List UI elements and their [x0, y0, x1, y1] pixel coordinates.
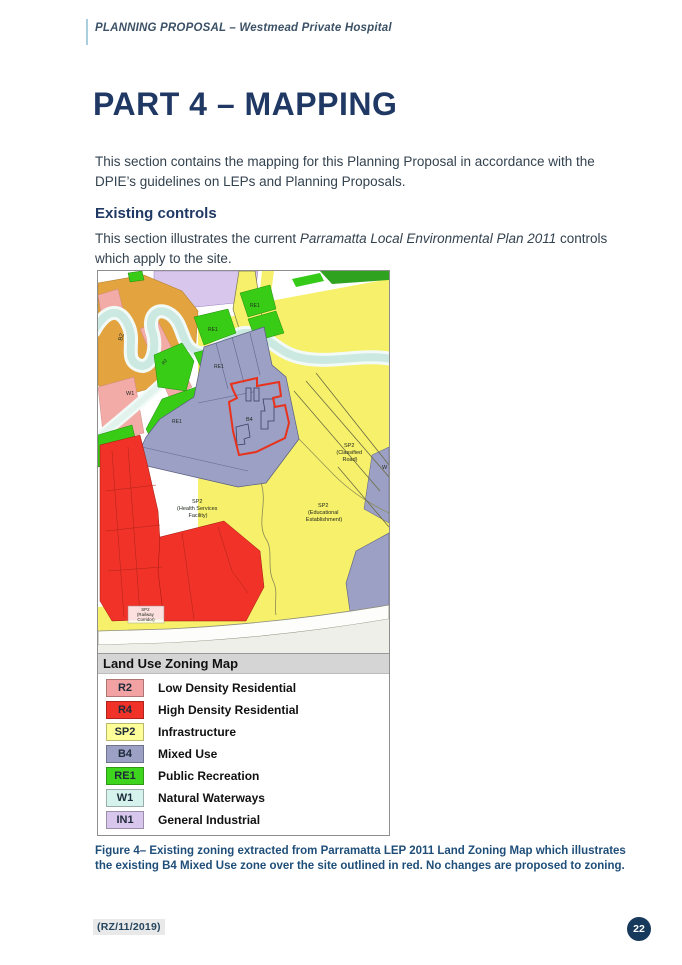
legend-zone-code: B4: [117, 748, 133, 760]
legend-swatch: [106, 745, 144, 763]
legend-zone-label: Natural Waterways: [158, 791, 265, 805]
legend-swatch: [106, 811, 144, 829]
section-text-pre: This section illustrates the current: [95, 231, 300, 246]
map-label-re1-d: RE1: [172, 419, 182, 425]
map-label-re1-c: RE1: [214, 364, 224, 370]
header-accent-rule: [86, 19, 88, 45]
legend-zone-code: W1: [116, 792, 134, 804]
legend-zone-label: Infrastructure: [158, 725, 237, 739]
legend-swatch: [106, 767, 144, 785]
legend-zone-label: Public Recreation: [158, 769, 260, 783]
legend-row: [98, 787, 389, 809]
plan-name-italic: Parramatta Local Environmental Plan 2011: [299, 231, 557, 246]
figure-caption: Figure 4– Existing zoning extracted from Parramatta LEP 2011 Land Zoning Map which illustrates the existing B4 Mixed Use zone over the site outlined in red. No changes are proposed to zoning.: [95, 845, 626, 872]
legend-swatch: [106, 789, 144, 807]
legend-title: Land Use Zoning Map: [98, 653, 389, 674]
legend-row: [98, 721, 389, 743]
legend-row: [98, 677, 389, 699]
map-label-sp2-railway: SP2 (Railway Corridor): [136, 607, 155, 622]
legend-zone-label: Mixed Use: [158, 747, 218, 761]
map-label-w-partial: W: [382, 465, 388, 471]
legend-zone-code: SP2: [114, 726, 136, 738]
map-label-re1-b: RE1: [250, 303, 260, 309]
map-label-sp2-educational: SP2 (Educational Establishment): [305, 503, 343, 523]
header-title: PLANNING PROPOSAL – Westmead Private Hospital: [95, 22, 392, 34]
legend-swatch: [106, 679, 144, 697]
map-label-sp2-classified: SP2 (Classified Road): [336, 443, 363, 463]
map-label-r2: R2: [160, 357, 169, 366]
map-label-sp2-health: SP2 (Health Services Facility): [177, 499, 218, 519]
page-header: [95, 22, 392, 34]
section-text-post: controls which apply to the site.: [95, 231, 608, 266]
section-paragraph: [95, 229, 617, 269]
zoning-map-figure: [97, 270, 390, 836]
map-label-b2: B2: [118, 332, 126, 342]
legend-zone-code: RE1: [114, 770, 136, 782]
legend-swatch: [106, 723, 144, 741]
page-number-badge: 22: [627, 917, 651, 941]
legend-row: [98, 743, 389, 765]
legend-zone-label: General Industrial: [158, 813, 261, 827]
legend-zone-label: High Density Residential: [158, 703, 299, 717]
legend: [98, 674, 389, 835]
legend-zone-code: IN1: [116, 814, 134, 826]
legend-row: [98, 699, 389, 721]
section-heading: Existing controls: [95, 205, 217, 222]
zoning-map: [98, 271, 389, 653]
legend-row: [98, 765, 389, 787]
legend-zone-code: R4: [117, 704, 133, 716]
intro-paragraph: This section contains the mapping for this Planning Proposal in accordance with the DPIE’s guidelines on LEPs and Planning Proposals.: [95, 154, 595, 189]
map-label-b4: B4: [246, 417, 253, 423]
map-label-re1-a: RE1: [208, 327, 218, 333]
legend-row: [98, 809, 389, 831]
legend-swatch: [106, 701, 144, 719]
map-label-w1: W1: [126, 391, 135, 397]
page-title: PART 4 – MAPPING: [93, 86, 398, 122]
legend-zone-code: R2: [117, 682, 133, 694]
footer-reference: (RZ/11/2019): [93, 919, 165, 935]
legend-zone-label: Low Density Residential: [158, 681, 297, 695]
